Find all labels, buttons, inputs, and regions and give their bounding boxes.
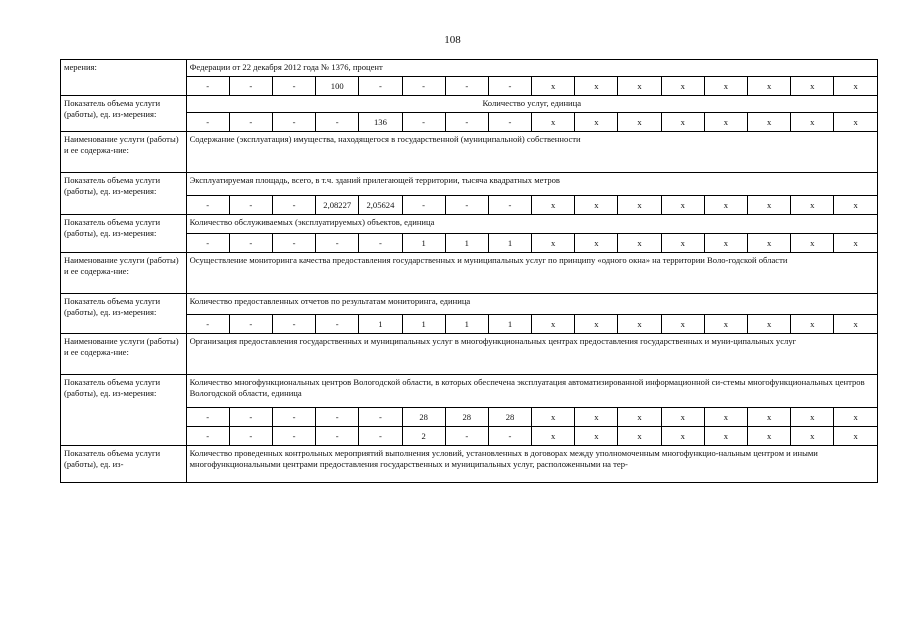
row-description: Содержание (эксплуатация) имущества, находящегося в государственной (муниципальной) собственности — [186, 132, 877, 173]
value-cell: x — [575, 77, 618, 96]
value-cell: x — [791, 427, 834, 446]
value-cell: x — [748, 196, 791, 215]
value-cell: x — [575, 234, 618, 253]
value-cell: x — [791, 315, 834, 334]
value-cell: - — [488, 113, 531, 132]
value-cell: - — [359, 77, 402, 96]
value-cell: - — [229, 408, 272, 427]
value-cell: x — [575, 113, 618, 132]
row-label: Наименование услуги (работы) и ее содержа-ние: — [61, 132, 187, 173]
row-label: Показатель объема услуги (работы), ед. из-мерения: — [61, 173, 187, 215]
value-cell: x — [834, 196, 878, 215]
value-cell: - — [316, 427, 359, 446]
value-cell: x — [618, 113, 661, 132]
value-cell: x — [704, 408, 747, 427]
value-cell: - — [359, 427, 402, 446]
value-cell: - — [186, 427, 229, 446]
value-cell: 2,08227 — [316, 196, 359, 215]
value-cell: x — [748, 77, 791, 96]
value-cell: x — [532, 408, 575, 427]
value-cell: - — [488, 77, 531, 96]
value-cell: x — [748, 113, 791, 132]
value-cell: x — [748, 315, 791, 334]
value-cell: 136 — [359, 113, 402, 132]
row-description: Организация предоставления государственных и муниципальных услуг в многофункциональных центрах предоставления государственных и муни-ципальных услуг — [186, 334, 877, 375]
row-label: Наименование услуги (работы) и ее содержа-ние: — [61, 334, 187, 375]
value-cell: 1 — [359, 315, 402, 334]
value-cell: x — [575, 196, 618, 215]
value-cell: x — [791, 77, 834, 96]
value-cell: x — [834, 113, 878, 132]
row-description: Эксплуатируемая площадь, всего, в т.ч. зданий прилегающей территории, тысяча квадратных метров — [186, 173, 877, 196]
value-cell: - — [272, 196, 315, 215]
value-cell: - — [445, 427, 488, 446]
value-cell: x — [704, 113, 747, 132]
value-cell: x — [532, 315, 575, 334]
value-cell: x — [834, 427, 878, 446]
value-cell: x — [618, 196, 661, 215]
value-cell: - — [272, 315, 315, 334]
value-cell: - — [272, 408, 315, 427]
value-cell: x — [618, 234, 661, 253]
value-cell: - — [229, 427, 272, 446]
value-cell: x — [748, 427, 791, 446]
value-cell: 1 — [488, 234, 531, 253]
value-cell: x — [661, 315, 704, 334]
value-cell: x — [618, 408, 661, 427]
table-row — [61, 215, 878, 234]
table-row — [61, 375, 878, 408]
value-cell: x — [791, 234, 834, 253]
value-cell: x — [834, 77, 878, 96]
value-cell: 28 — [402, 408, 445, 427]
table-row — [61, 253, 878, 294]
value-cell: x — [748, 408, 791, 427]
value-cell: - — [272, 77, 315, 96]
value-cell: x — [704, 234, 747, 253]
value-cell: - — [488, 427, 531, 446]
value-cell: x — [575, 408, 618, 427]
value-cell: - — [272, 427, 315, 446]
value-cell: 2 — [402, 427, 445, 446]
value-cell: x — [661, 113, 704, 132]
value-cell: x — [532, 427, 575, 446]
value-cell: - — [402, 196, 445, 215]
value-cell: - — [229, 77, 272, 96]
value-cell: x — [791, 196, 834, 215]
value-cell: x — [791, 113, 834, 132]
value-cell: x — [532, 234, 575, 253]
page-number: 108 — [444, 34, 461, 46]
value-cell: - — [229, 315, 272, 334]
value-cell: x — [532, 77, 575, 96]
value-cell: - — [229, 234, 272, 253]
value-cell: x — [704, 196, 747, 215]
value-cell: - — [186, 113, 229, 132]
value-cell: x — [834, 234, 878, 253]
value-cell: x — [834, 408, 878, 427]
value-cell: - — [488, 196, 531, 215]
value-cell: 1 — [402, 315, 445, 334]
value-cell: 1 — [402, 234, 445, 253]
value-cell: - — [359, 234, 402, 253]
value-cell: - — [186, 196, 229, 215]
value-cell: x — [661, 196, 704, 215]
value-cell: 28 — [488, 408, 531, 427]
services-table — [60, 59, 878, 483]
row-description: Федерации от 22 декабря 2012 года № 1376, процент — [186, 60, 877, 77]
table-row — [61, 294, 878, 315]
value-cell: - — [316, 408, 359, 427]
value-cell: - — [272, 234, 315, 253]
value-cell: x — [618, 77, 661, 96]
value-cell: - — [186, 77, 229, 96]
value-cell: x — [748, 234, 791, 253]
value-cell: x — [704, 315, 747, 334]
table-row — [61, 334, 878, 375]
value-cell: - — [186, 315, 229, 334]
value-cell: - — [186, 234, 229, 253]
value-cell: x — [661, 234, 704, 253]
value-cell: - — [186, 408, 229, 427]
value-cell: x — [532, 113, 575, 132]
value-cell: - — [229, 196, 272, 215]
value-cell: x — [575, 315, 618, 334]
value-cell: - — [445, 113, 488, 132]
value-cell: - — [359, 408, 402, 427]
value-cell: 2,05624 — [359, 196, 402, 215]
value-cell: x — [661, 77, 704, 96]
value-cell: - — [316, 234, 359, 253]
value-cell: 1 — [445, 315, 488, 334]
row-description: Количество обслуживаемых (эксплуатируемых) объектов, единица — [186, 215, 877, 234]
row-label: Показатель объема услуги (работы), ед. из-мерения: — [61, 215, 187, 253]
value-cell: - — [272, 113, 315, 132]
table-body — [61, 60, 878, 483]
value-cell: 100 — [316, 77, 359, 96]
row-description: Количество многофункциональных центров Вологодской области, в которых обеспечена эксплуатация автоматизированной информационной си-стемы многофункциональных центров Вологодской области, единица — [186, 375, 877, 408]
row-description: Количество услуг, единица — [186, 96, 877, 113]
value-cell: 28 — [445, 408, 488, 427]
table-row — [61, 446, 878, 483]
value-cell: x — [704, 77, 747, 96]
value-cell: x — [661, 427, 704, 446]
value-cell: 1 — [488, 315, 531, 334]
table-row — [61, 173, 878, 196]
value-cell: - — [445, 196, 488, 215]
value-cell: - — [445, 77, 488, 96]
value-cell: x — [618, 315, 661, 334]
table-row — [61, 132, 878, 173]
value-cell: - — [402, 113, 445, 132]
value-cell: x — [661, 408, 704, 427]
value-cell: - — [316, 113, 359, 132]
value-cell: x — [704, 427, 747, 446]
table-row — [61, 96, 878, 113]
value-cell: - — [402, 77, 445, 96]
row-label: мерения: — [61, 60, 187, 96]
value-cell: x — [575, 427, 618, 446]
row-label: Наименование услуги (работы) и ее содержа-ние: — [61, 253, 187, 294]
value-cell: - — [316, 315, 359, 334]
row-description: Количество предоставленных отчетов по результатам мониторинга, единица — [186, 294, 877, 315]
table-row — [61, 60, 878, 77]
row-description: Количество проведенных контрольных мероприятий выполнения условий, установленных в договорах между уполномоченным многофункцио-нальным центром и иными многофункциональными центрами предоставления государственных и муниципальных услуг, расположенными на тер- — [186, 446, 877, 483]
row-label: Показатель объема услуги (работы), ед. из-мерения: — [61, 294, 187, 334]
row-label: Показатель объема услуги (работы), ед. из-мерения: — [61, 375, 187, 446]
value-cell: - — [229, 113, 272, 132]
value-cell: x — [791, 408, 834, 427]
value-cell: 1 — [445, 234, 488, 253]
row-label: Показатель объема услуги (работы), ед. из-мерения: — [61, 96, 187, 132]
row-label: Показатель объема услуги (работы), ед. из- — [61, 446, 187, 483]
value-cell: x — [618, 427, 661, 446]
row-description: Осуществление мониторинга качества предоставления государственных и муниципальных услуг по принципу «одного окна» на территории Воло-годской области — [186, 253, 877, 294]
value-cell: x — [532, 196, 575, 215]
value-cell: x — [834, 315, 878, 334]
